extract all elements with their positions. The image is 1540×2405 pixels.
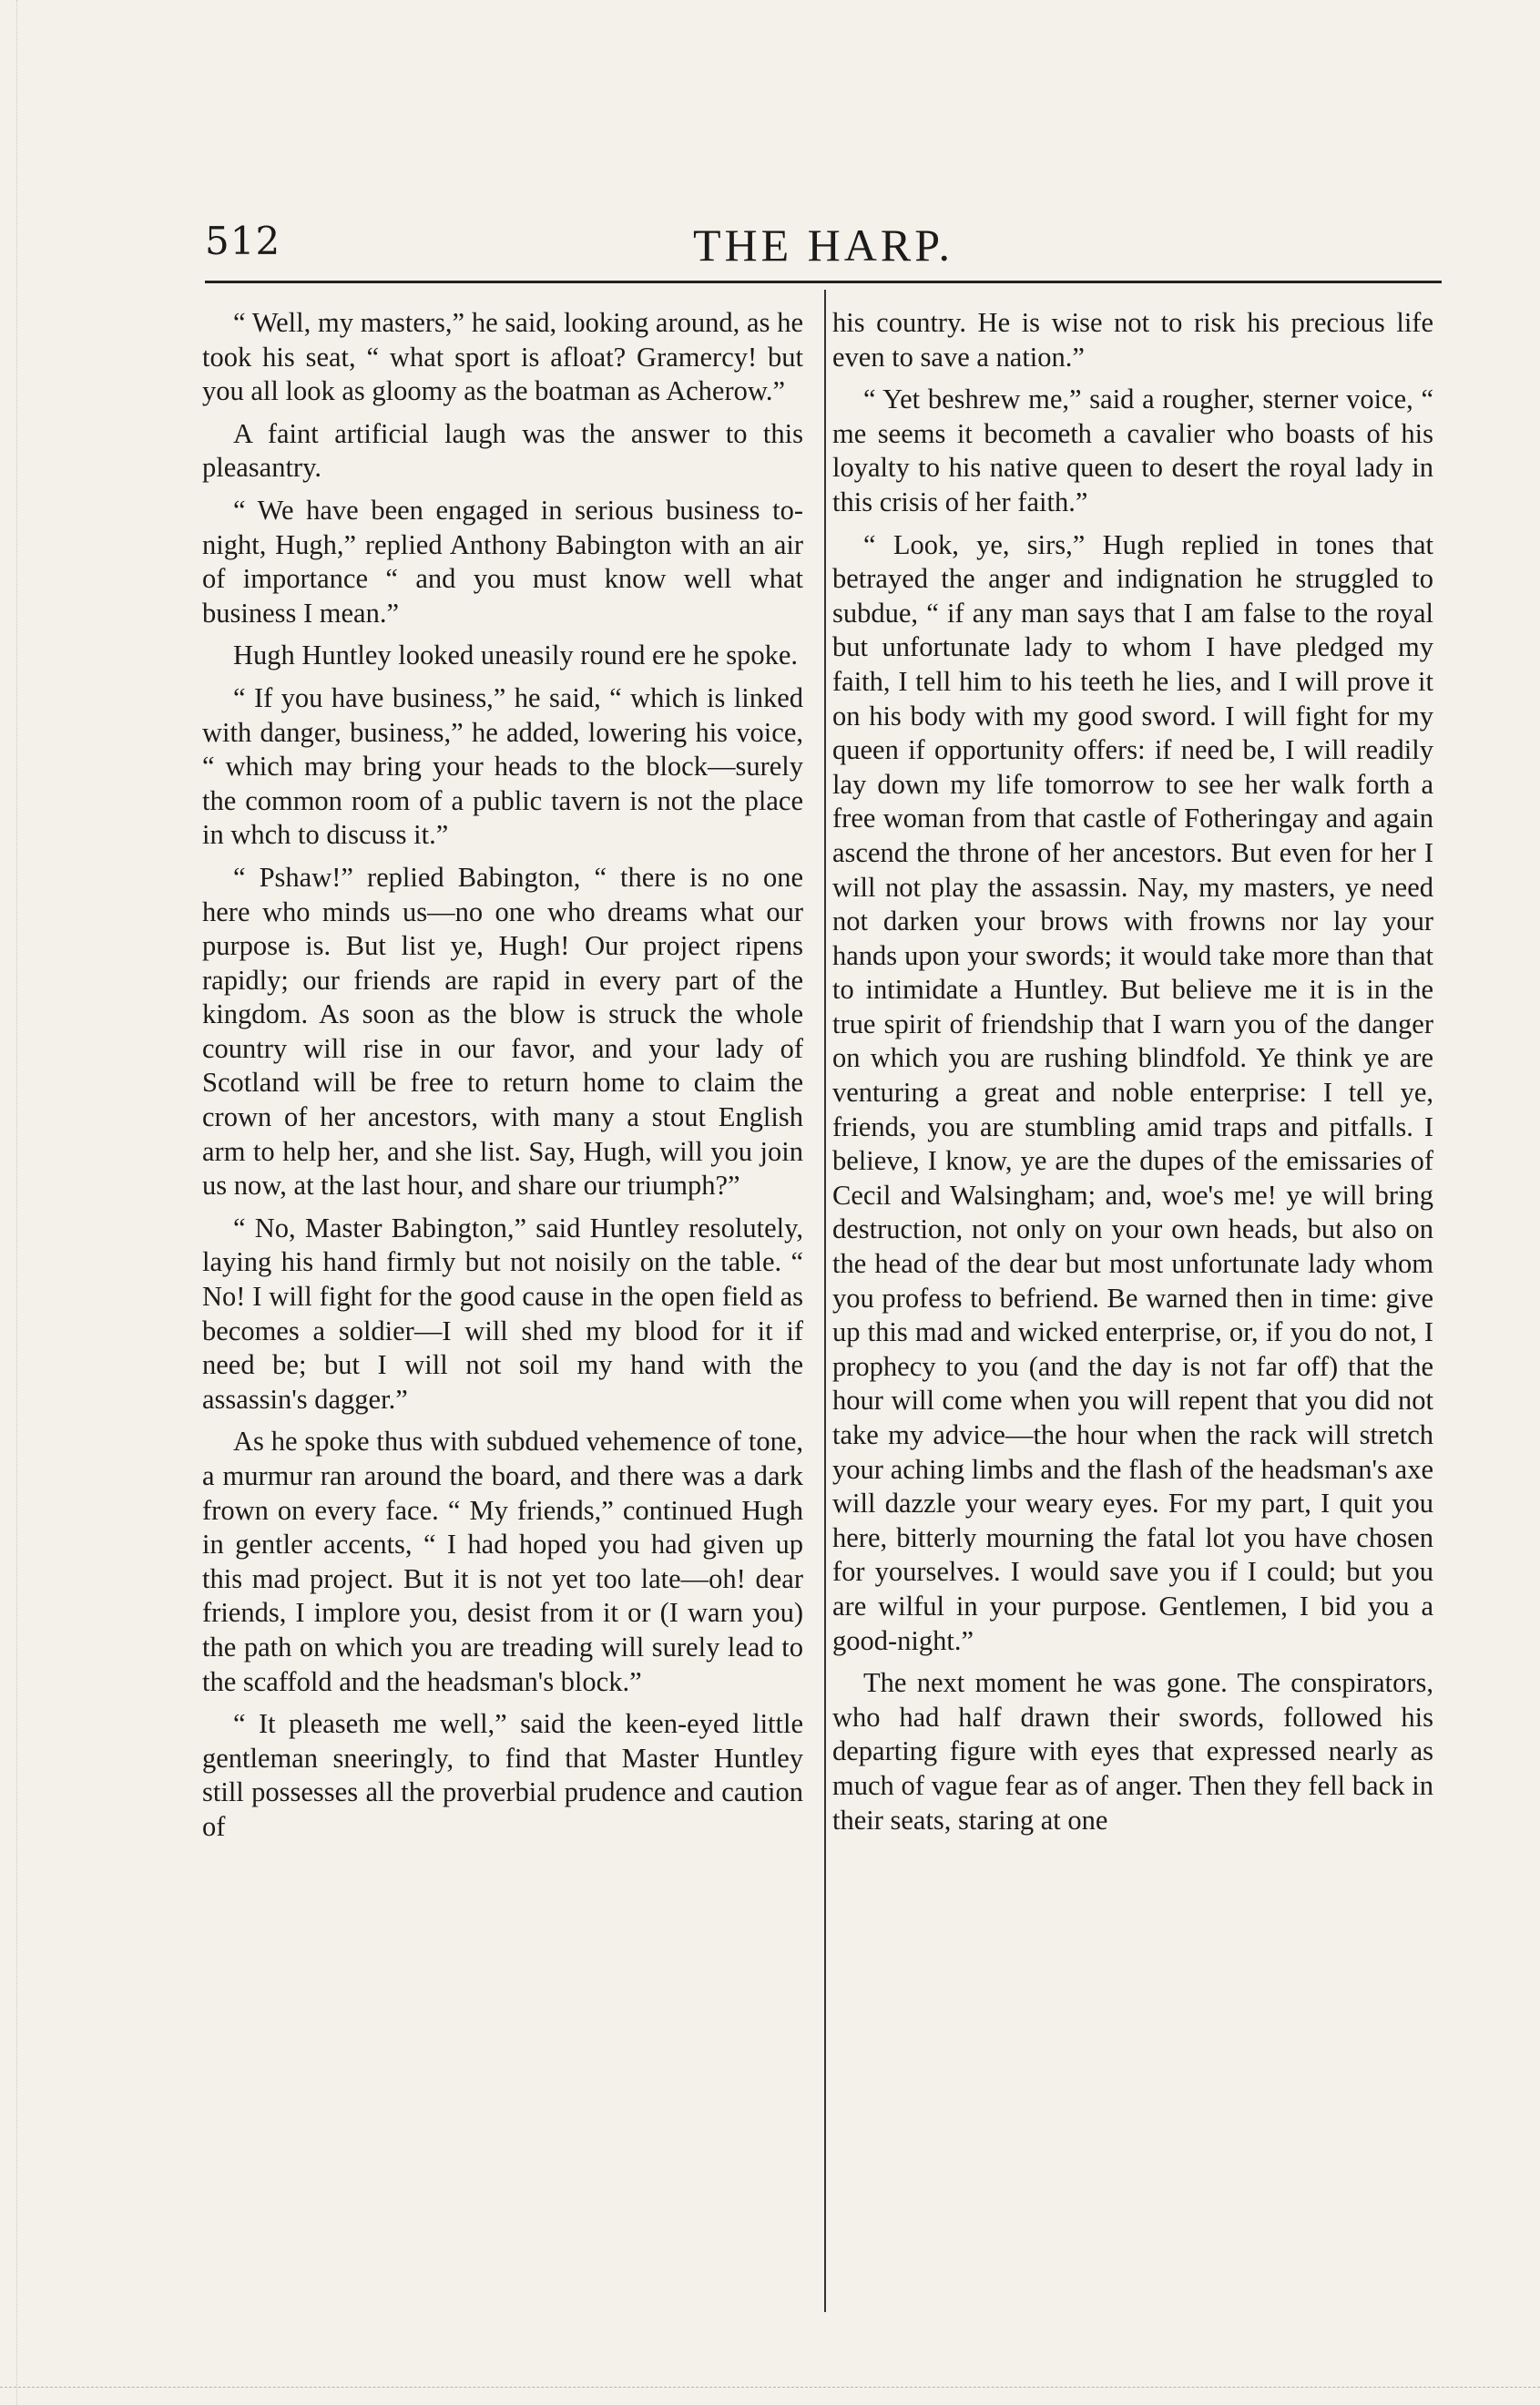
left-column xyxy=(202,306,803,2310)
paragraph: Hugh Huntley looked uneasily round ere he spoke. xyxy=(233,640,799,671)
page-edge-speckle xyxy=(16,0,17,2405)
paragraph-continuation: his country. He is wise not to risk his precious life even to save a nation.” xyxy=(832,307,1433,373)
paragraph: “ Look, ye, sirs,” Hugh replied in tones that betrayed the anger and indignation he struggled to subdue, “ if any man says that I am false to the royal but unfortunate lady to whom I have pledged my faith, I tell him to his teeth he lies, and I will prove it on his body with my good sword. I will fight for my queen if opportunity offers: if need be, I will readily lay down my life tomorrow to see her walk forth a free woman from that castle of Fotheringay and again ascend the throne of her ancestors. But even for her I will not play the assassin. Nay, my masters, ye need not darken your brows with frowns nor lay your hands upon your swords; it would take more than that to intimidate a Huntley. But believe me it is in the true spirit of friendship that I warn you of the danger on which you are rushing blindfold. Ye think ye are venturing a great and noble enterprise: I tell ye, friends, you are stumbling amid traps and pitfalls. I believe, I know, ye are the dupes of the emissaries of Cecil and Walsingham; and, woe's me! ye will bring destruction, not only on your own heads, but also on the head of the dear but most unfortunate lady whom you profess to befriend. Be warned then in time: give up this mad and wicked enterprise, or, if you do not, I prophecy to you (and the day is not far off) that the hour will come when you will repent that you did not take my advice—the hour when the rack will stretch your aching limbs and the flash of the headsman's axe will dazzle your weary eyes. For my part, I quit you here, bitterly mourning the fatal lot you have chosen for yourselves. I would save you if I could; but you are wilful in your purpose. Gentlemen, I bid you a good-night.” xyxy=(832,528,1433,1656)
page-number: 512 xyxy=(205,219,281,263)
paragraph: “ It pleaseth me well,” said the keen-eyed little gentleman sneeringly, to find that Master Huntley still possesses all the proverbial prudence and caution of xyxy=(202,1708,803,1842)
paragraph: A faint artificial laugh was the answer to this pleasantry. xyxy=(202,417,803,484)
paragraph: “ Well, my masters,” he said, looking around, as he took his seat, “ what sport is afloat? Gramercy! but you all look as gloomy as the boatman as Acherow.” xyxy=(202,307,803,407)
paragraph: The next moment he was gone. The conspirators, who had half drawn their swords, followed his departing figure with eyes that expressed nearly as much of vague fear as of anger. Then they fell back in their seats, staring at one xyxy=(832,1667,1433,1836)
paragraph: “ No, Master Babington,” said Huntley resolutely, laying his hand firmly but not noisily on the table. “ No! I will fight for the good cause in the open field as becomes a soldier—I will shed my blood for it if need be; but I will not soil my hand with the assassin's dagger.” xyxy=(202,1212,803,1415)
paragraph: “ Pshaw!” replied Babington, “ there is no one here who minds us—no one who dreams what our purpose is. But list ye, Hugh! Our project ripens rapidly; our friends are rapid in every part of the kingdom. As soon as the blow is struck the whole country will rise in our favor, and your lady of Scotland will be free to return home to claim the crown of her ancestors, with many a stout English arm to help her, and she list. Say, Hugh, will you join us now, at the last hour, and share our triumph?” xyxy=(202,861,803,1202)
header-rule xyxy=(205,281,1442,283)
paragraph: “ If you have business,” he said, “ which is linked with danger, business,” he added, lowering his voice, “ which may bring your heads to the block—surely the common room of a public tavern is not the place in whch to discuss it.” xyxy=(202,681,803,851)
page-bottom-edge xyxy=(0,2387,1540,2388)
right-column xyxy=(832,306,1433,2310)
paragraph: “ We have been engaged in serious business to-night, Hugh,” replied Anthony Babington with an air of importance “ and you must know well what business I mean.” xyxy=(202,494,803,629)
running-title: THE HARP. xyxy=(692,220,954,271)
page-header xyxy=(205,219,1442,273)
paragraph: “ Yet beshrew me,” said a rougher, sterner voice, “ me seems it becometh a cavalier who boasts of his loyalty to his native queen to desert the royal lady in this crisis of her faith.” xyxy=(832,384,1433,517)
paragraph: As he spoke thus with subdued vehemence of tone, a murmur ran around the board, and there was a dark frown on every face. “ My friends,” continued Hugh in gentler accents, “ I had hoped you had given up this mad project. But it is not yet too late—oh! dear friends, I implore you, desist from it or (I warn you) the path on which you are treading will surely lead to the scaffold and the headsman's block.” xyxy=(202,1426,803,1697)
column-divider xyxy=(824,290,826,2312)
